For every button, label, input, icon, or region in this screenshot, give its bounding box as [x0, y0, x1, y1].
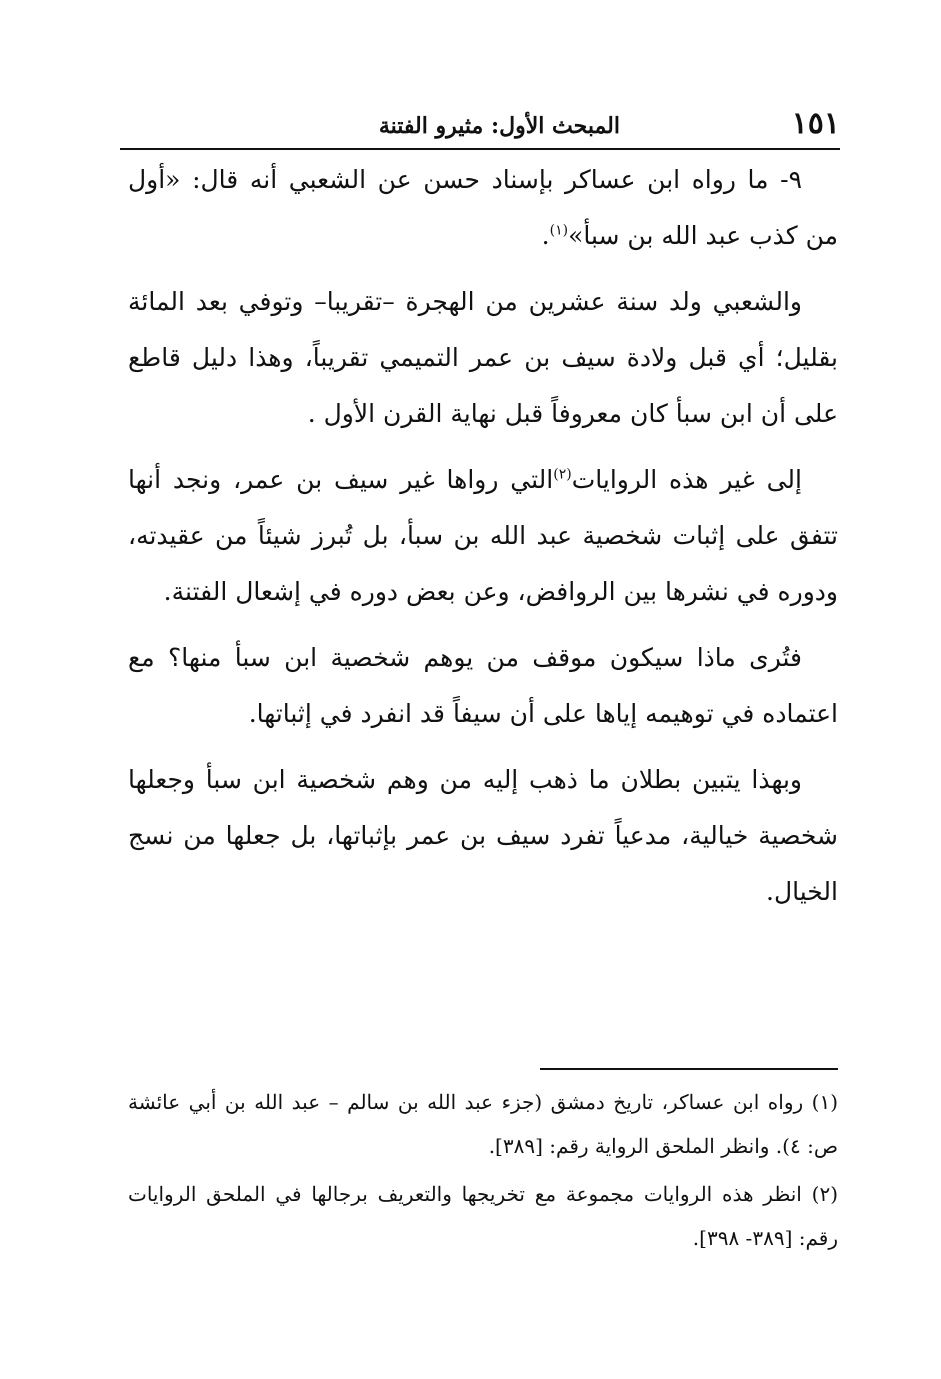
paragraph-1-end: .	[541, 221, 550, 250]
footnotes	[128, 1080, 838, 1264]
paragraph-1	[128, 152, 838, 264]
paragraph-3-text-before: إلى غير هذه الروايات	[571, 465, 802, 494]
paragraph-3-text-after: التي رواها غير سيف بن عمر، ونجد أنها تتفق على إثبات شخصية عبد الله بن سبأ، بل تُبرز شيئاً من عقيدته، ودوره في نشرها بين الروافض، وعن بعض دوره في إشعال الفتنة.	[128, 465, 838, 606]
main-text	[128, 152, 838, 930]
paragraph-5: وبهذا يتبين بطلان ما ذهب إليه من وهم شخصية ابن سبأ وجعلها شخصية خيالية، مدعياً تفرد سيف بن عمر بإثباتها، بل جعلها من نسج الخيال.	[128, 765, 838, 906]
footnote-divider	[540, 1068, 838, 1070]
footnote-ref-1[interactable]: (١)	[549, 222, 569, 239]
footnote-1: (١) رواه ابن عساكر، تاريخ دمشق (جزء عبد الله بن سالم – عبد الله بن أبي عائشة ص: ٤). وانظر الملحق الرواية رقم: [٣٨٩].	[128, 1090, 838, 1158]
running-title: المبحث الأول: مثيرو الفتنة	[378, 113, 620, 139]
footnote-2: (٢) انظر هذه الروايات مجموعة مع تخريجها والتعريف برجالها في الملحق الروايات رقم: [٣٨٩- ٣٩٨].	[128, 1182, 838, 1250]
page-number: ١٥١	[791, 106, 840, 141]
paragraph-4: فتُرى ماذا سيكون موقف من يوهم شخصية ابن سبأ منها؟ مع اعتماده في توهيمه إياها على أن سيفاً قد انفرد في إثباتها.	[128, 643, 838, 728]
page-header	[120, 102, 840, 150]
paragraph-2: والشعبي ولد سنة عشرين من الهجرة –تقريبا– وتوفي بعد المائة بقليل؛ أي قبل ولادة سيف بن عمر التميمي تقريباً، وهذا دليل قاطع على أن ابن سبأ كان معروفاً قبل نهاية القرن الأول .	[128, 287, 838, 428]
paragraph-3	[128, 452, 838, 620]
footnote-ref-2[interactable]: (٢)	[553, 466, 572, 483]
paragraph-1-text: ٩- ما رواه ابن عساكر بإسناد حسن عن الشعبي أنه قال: «أول من كذب عبد الله بن سبأ»	[128, 165, 838, 250]
